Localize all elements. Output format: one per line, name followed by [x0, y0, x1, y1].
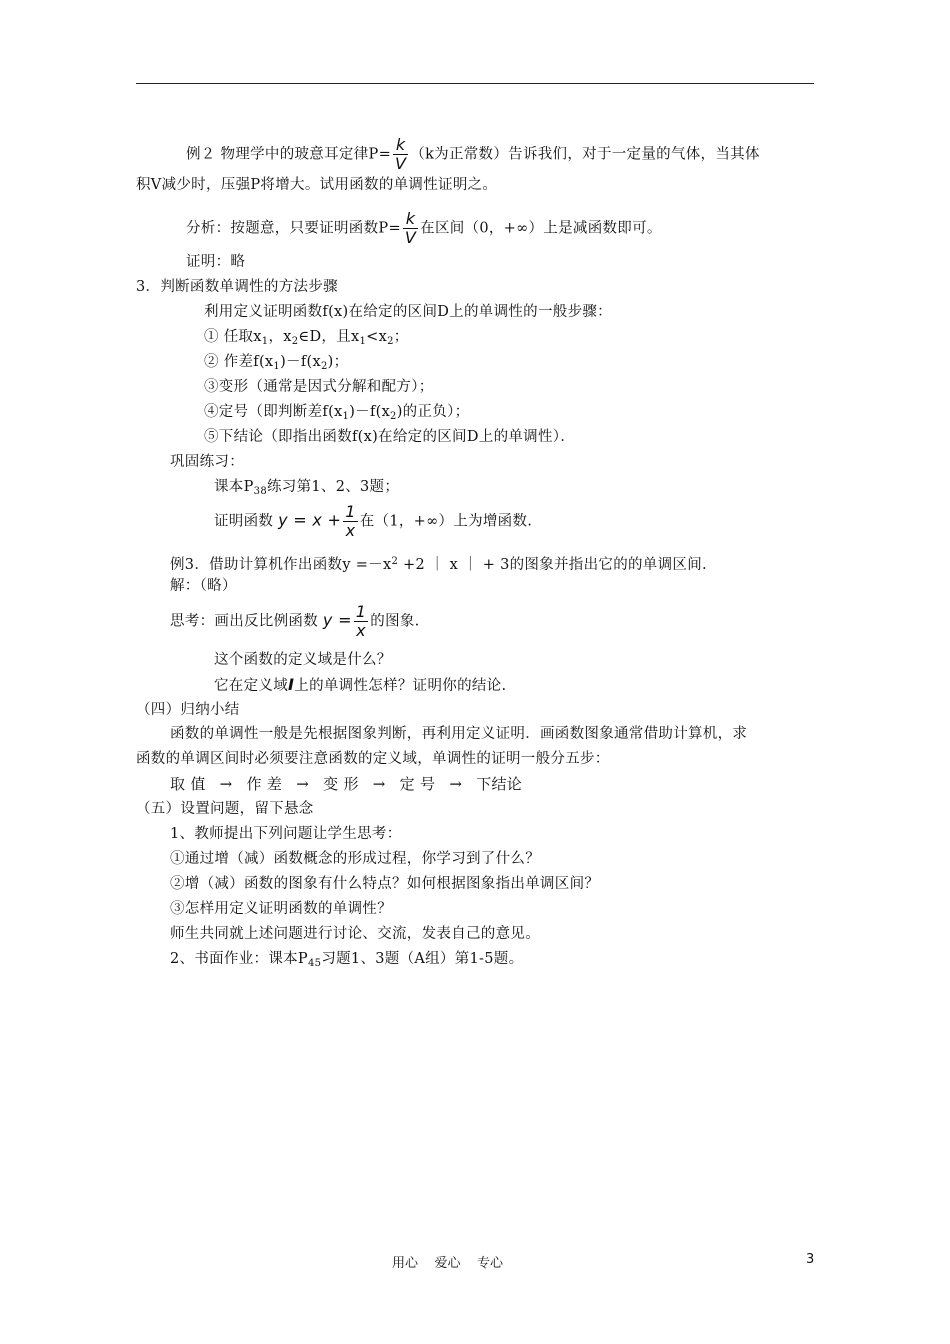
sec4-steps: 取 值 → 作 差 → 变 形 → 定 号 → 下结论	[170, 775, 523, 793]
practice-2: 证明函数 y = x + $\frac{1}{x}$ 在（1，+∞）上为增函数.	[214, 502, 533, 540]
practice-1: 课本$P_{38}$练习第1、2、3题；	[214, 479, 400, 497]
step-5: ⑤下结论（即指出函数f(x)在给定的区间D上的单调性）．	[204, 429, 576, 445]
step-3: ③变形（通常是因式分解和配方）；	[204, 379, 434, 395]
fraction-k-over-v-2: $\frac{k}{V}$	[404, 209, 417, 247]
sec5-l2: ①通过增（减）函数概念的形成过程，你学习到了什么？	[170, 851, 540, 867]
step-1: ① 任取$x_1$，$x_2\in D$，且$x_1<x_2$；	[204, 329, 409, 347]
think-q1: 这个函数的定义域是什么？	[214, 652, 392, 668]
sec5-l4: ③怎样用定义证明函数的单调性？	[170, 901, 392, 917]
step-2: ② 作差$f(x_1)-f(x_2)$；	[204, 354, 349, 372]
sec5-l3: ②增（减）函数的图象有什么特点？如何根据图象指出单调区间？	[170, 876, 600, 892]
ex2-line1: 例２ 物理学中的玻意耳定律P= $\frac{k}{V}$ （k为正常数）告诉我们，对于一定量的气体，当其体	[186, 135, 760, 173]
think-q2: 它在定义域I上的单调性怎样？证明你的结论.	[214, 675, 507, 694]
ex2-line2: 积V减少时，压强P将增大。试用函数的单调性证明之。	[136, 177, 498, 193]
think-line: 思考：画出反比例函数 y = $\frac{1}{x}$ 的图象.	[170, 602, 420, 640]
sec4-p1: 函数的单调性一般是先根据图象判断，再利用定义证明．画函数图象通常借助计算机，求	[170, 726, 748, 742]
sec5-l5: 师生共同就上述问题进行讨论、交流，发表自己的意见。	[170, 926, 540, 942]
sec4-title: （四）归纳小结	[136, 702, 240, 718]
footer-motto: 用心 爱心 专心	[392, 1256, 504, 1271]
ex3-line: 例3．借助计算机作出函数$y =-x^2 +2$ ｜ x ｜ + 3的图象并指出它的的单调区间.	[170, 556, 707, 573]
sec5-title: （五）设置问题，留下悬念	[136, 801, 314, 817]
fraction-1-over-x: $\frac{1}{x}$	[345, 502, 356, 540]
sec5-l6: 2、书面作业：课本$P_{45}$习题1、3题（A组）第1-5题。	[170, 951, 524, 969]
sec3-intro: 利用定义证明函数f(x)在给定的区间D上的单调性的一般步骤：	[204, 304, 612, 320]
sec5-l1: 1、教师提出下列问题让学生思考：	[170, 826, 402, 842]
ex3-solution: 解：（略）	[170, 578, 237, 594]
page-number: 3	[806, 1252, 815, 1267]
fraction-k-over-v: $\frac{k}{V}$	[395, 135, 407, 173]
fraction-1-over-x-2: $\frac{1}{x}$	[355, 602, 367, 640]
step-4: ④定号（即判断差$f(x_1)-f(x_2)$的正负）；	[204, 404, 470, 422]
header-rule	[136, 83, 814, 84]
ex2-proof: 证明：略	[186, 254, 246, 270]
sec4-p2: 函数的单调区间时必须要注意函数的定义域，单调性的证明一般分五步：	[136, 751, 610, 767]
sec3-title: 3．判断函数单调性的方法步骤	[136, 279, 338, 295]
ex2-analysis: 分析：按题意，只要证明函数P= $\frac{k}{V}$ 在区间（0，+∞）上是减函数即可。	[186, 209, 662, 247]
practice-title: 巩固练习：	[170, 454, 244, 470]
